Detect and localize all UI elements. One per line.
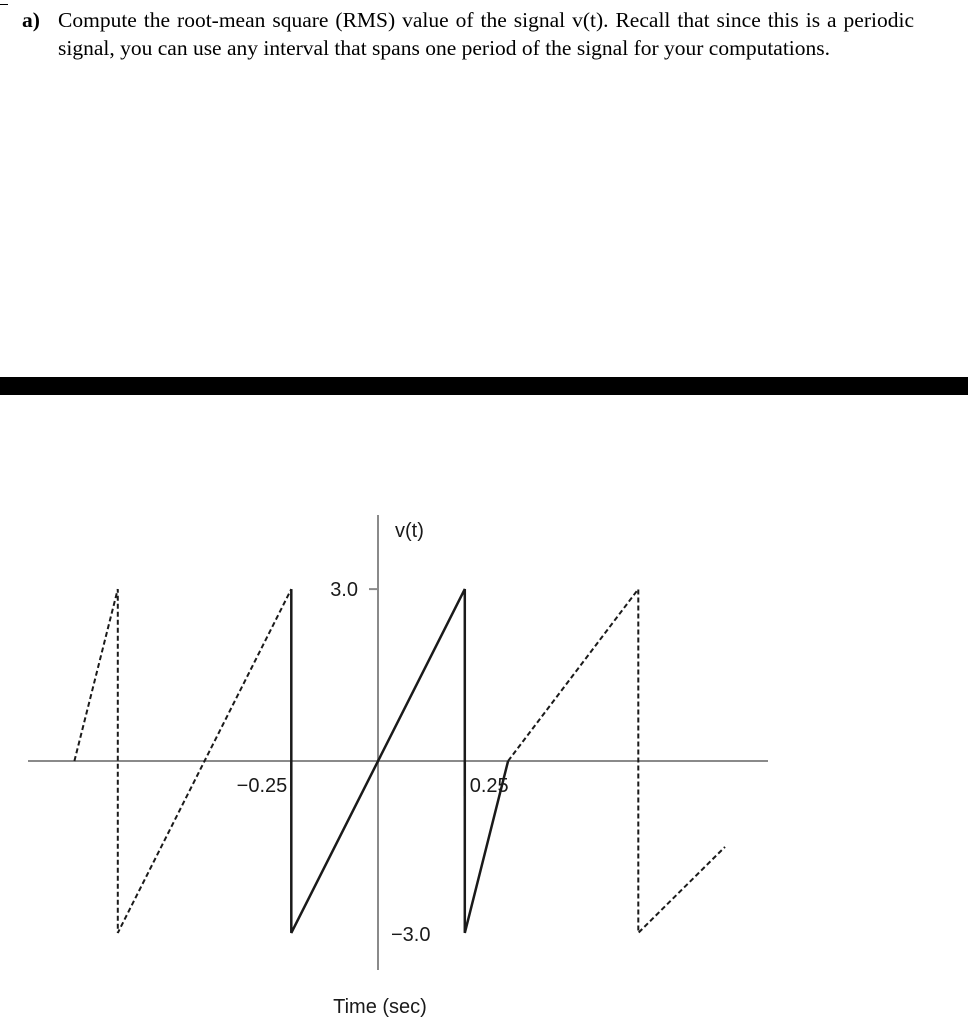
question-label: a): [22, 8, 40, 32]
y-tick-label: −3.0: [391, 923, 431, 946]
x-tick-label: −0.25: [236, 775, 288, 797]
question-a: [22, 6, 914, 62]
y-axis-label: v(t): [395, 520, 424, 542]
corner-mark: [0, 4, 8, 5]
y-tick-label: 3.0: [330, 579, 358, 602]
divider-bar: [0, 377, 968, 395]
x-axis-label: Time (sec): [333, 996, 427, 1018]
question-text: Compute the root-mean square (RMS) value of the signal v(t). Recall that since this is a periodic signal, you can use any interval that spans one period of the signal for your computations.: [58, 8, 914, 60]
tick-labels: [237, 579, 509, 946]
x-tick-label: 0.25: [469, 775, 509, 797]
sawtooth-chart: [0, 395, 968, 1024]
